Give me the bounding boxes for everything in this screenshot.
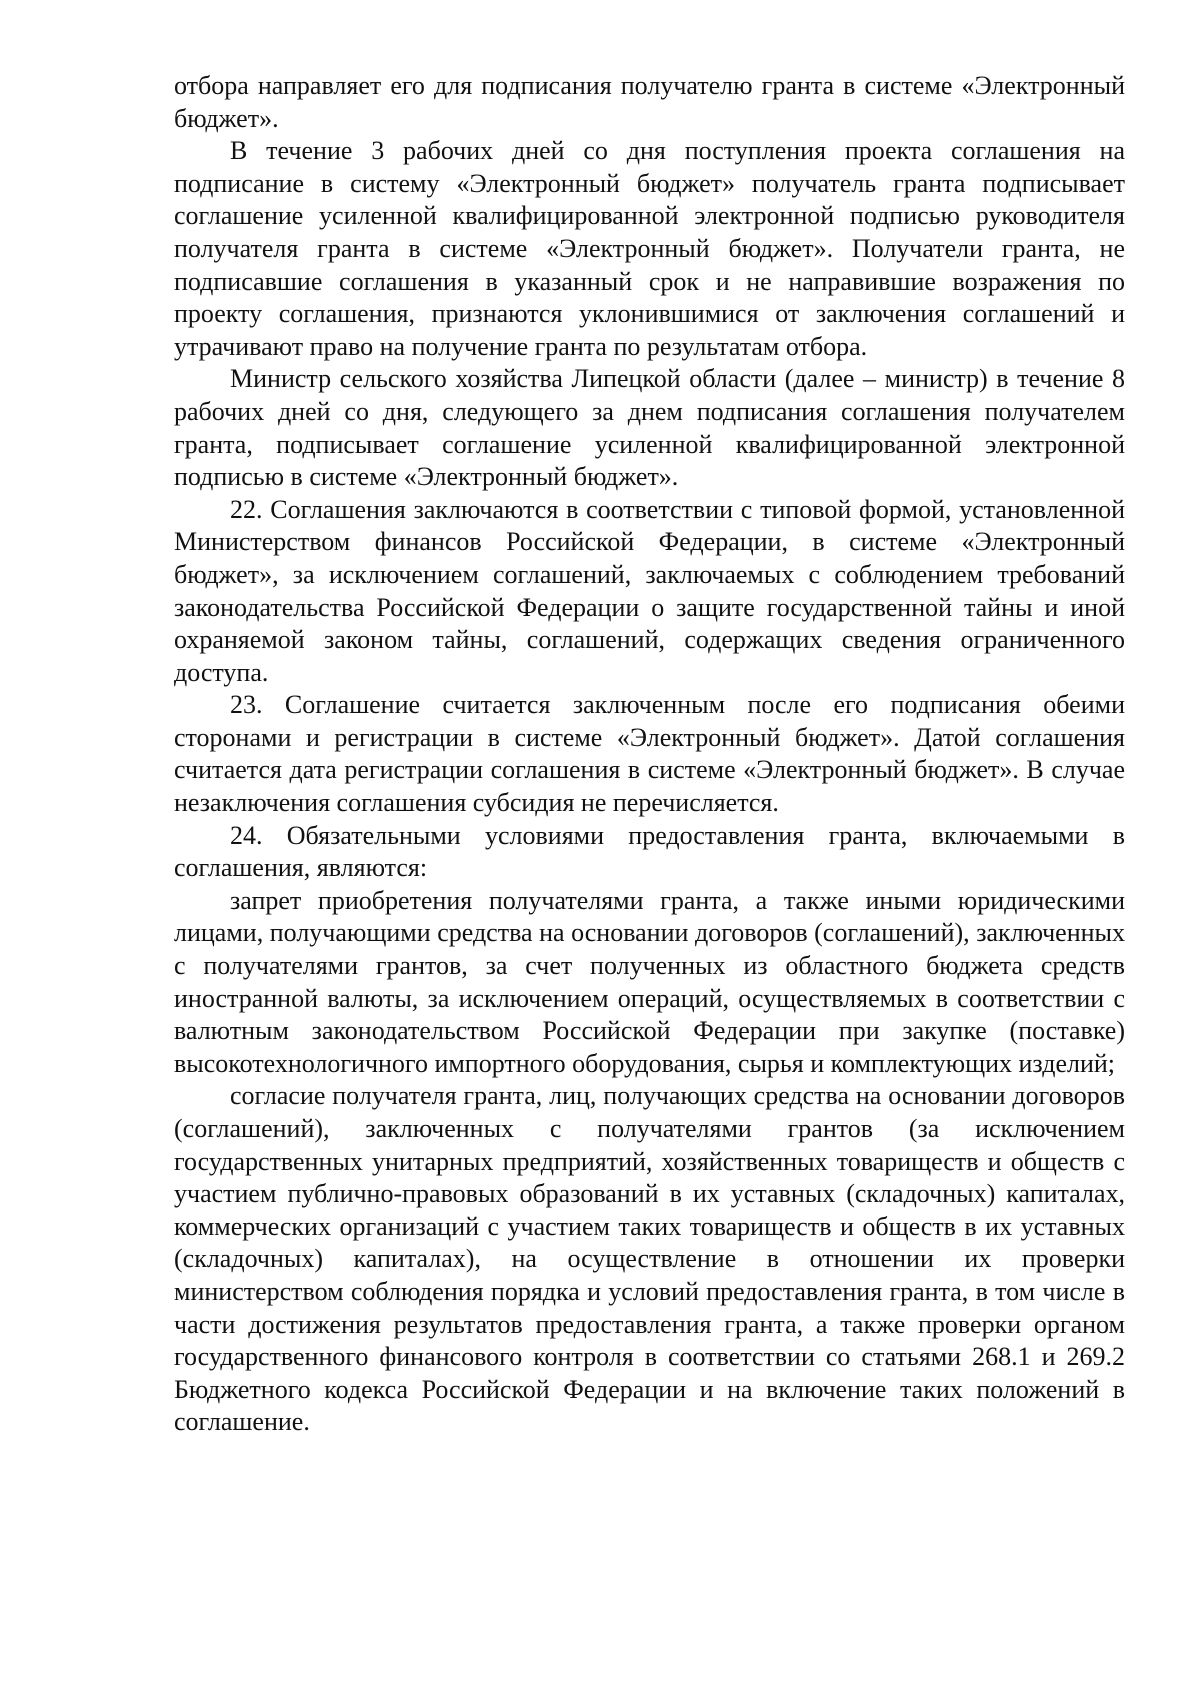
document-page [174,70,1125,1439]
paragraph-inspection-consent: согласие получателя гранта, лиц, получающих средства на основании договоров (соглашений), заключенных с получателями грантов (за исключением государственных унитарных предприятий, хозяйственных товариществ и обществ с участием публично-правовых образований в их уставных (складочных) капиталах, коммерческих организаций с участием таких товариществ и обществ в их уставных (складочных) капиталах), на осуществление в отношении их проверки министерством соблюдения порядка и условий предоставления гранта, в том числе в части достижения результатов предоставления гранта, а также проверки органом государственного финансового контроля в соответствии со статьями 268.1 и 269.2 Бюджетного кодекса Российской Федерации и на включение таких положений в соглашение. [174,1081,1125,1437]
paragraph-signing-dispatch: отбора направляет его для подписания получателю гранта в системе «Электронный бюджет». [174,71,1125,133]
paragraph-recipient-signing: В течение 3 рабочих дней со дня поступления проекта соглашения на подписание в систему «Электронный бюджет» получатель гранта подписывает соглашение усиленной квалифицированной электронной подписью руководителя получателя гранта в системе «Электронный бюджет». Получатели гранта, не подписавшие соглашения в указанный срок и не направившие возражения по проекту соглашения, признаются уклонившимися от заключения соглашений и утрачивают право на получение гранта по результатам отбора. [174,136,1125,361]
paragraph-clause-22: 22. Соглашения заключаются в соответствии с типовой формой, установленной Министерством финансов Российской Федерации, в системе «Электронный бюджет», за исключением соглашений, заключаемых с соблюдением требований законодательства Российской Федерации о защите государственной тайны и иной охраняемой законом тайны, соглашений, содержащих сведения ограниченного доступа. [174,494,1125,687]
paragraph-minister-signing: Министр сельского хозяйства Липецкой области (далее – министр) в течение 8 рабочих дней со дня, следующего за днем подписания соглашения получателем гранта, подписывает соглашение усиленной квалифицированной электронной подписью в системе «Электронный бюджет». [174,364,1125,492]
paragraph-currency-ban: запрет приобретения получателями гранта, а также иными юридическими лицами, получающими средства на основании договоров (соглашений), заключенных с получателями грантов, за счет полученных из областного бюджета средств иностранной валюты, за исключением операций, осуществляемых в соответствии с валютным законодательством Российской Федерации при закупке (поставке) высокотехнологичного импортного оборудования, сырья и комплектующих изделий; [174,885,1125,1078]
paragraph-clause-24: 24. Обязательными условиями предоставления гранта, включаемыми в соглашения, являются: [174,820,1125,883]
paragraph-clause-23: 23. Соглашение считается заключенным после его подписания обеими сторонами и регистрации в системе «Электронный бюджет». Датой соглашения считается дата регистрации соглашения в системе «Электронный бюджет». В случае незаключения соглашения субсидия не перечисляется. [174,690,1125,818]
